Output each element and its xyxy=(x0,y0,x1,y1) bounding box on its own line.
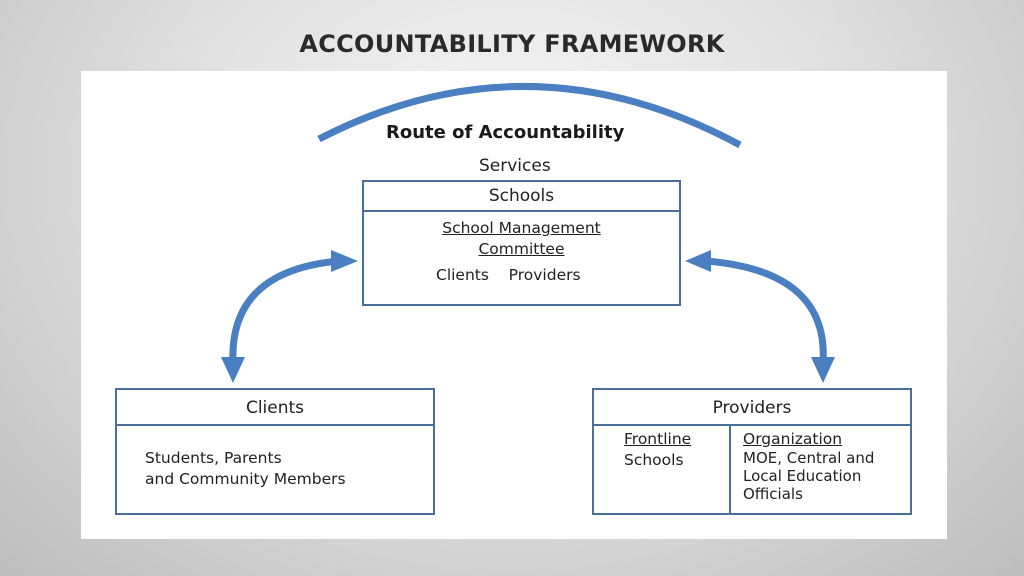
route-label: Route of Accountability xyxy=(386,122,625,143)
frontline-heading: Frontline xyxy=(624,430,692,448)
left-curved-arrow-shaft xyxy=(233,261,339,363)
clients-line2: and Community Members xyxy=(145,470,346,488)
services-label: Services xyxy=(479,156,551,176)
providers-header-divider xyxy=(592,424,912,426)
clients-header-divider xyxy=(115,424,435,426)
organization-line1: MOE, Central and xyxy=(743,449,875,467)
right-curved-arrow-shaft xyxy=(706,261,823,363)
organization-line2: Local Education xyxy=(743,467,862,485)
schools-header: Schools xyxy=(488,186,555,206)
right-arrowhead-down xyxy=(811,357,835,383)
providers-header: Providers xyxy=(712,398,792,418)
providers-column-divider xyxy=(729,424,731,515)
schools-roles: Clients Providers xyxy=(436,266,581,284)
smc-line1: School Management xyxy=(442,219,601,237)
right-arrowhead-up xyxy=(685,250,711,272)
slide-title: ACCOUNTABILITY FRAMEWORK xyxy=(299,30,725,58)
diagram-panel xyxy=(81,71,947,539)
clients-line1: Students, Parents xyxy=(145,449,282,467)
left-arrowhead-down xyxy=(221,357,245,383)
smc-line2: Committee xyxy=(478,240,565,258)
organization-heading: Organization xyxy=(743,430,843,448)
frontline-line: Schools xyxy=(624,451,684,469)
clients-header: Clients xyxy=(245,398,305,418)
schools-header-divider xyxy=(362,210,681,212)
organization-line3: Officials xyxy=(743,485,803,503)
left-arrowhead-up xyxy=(331,250,358,272)
